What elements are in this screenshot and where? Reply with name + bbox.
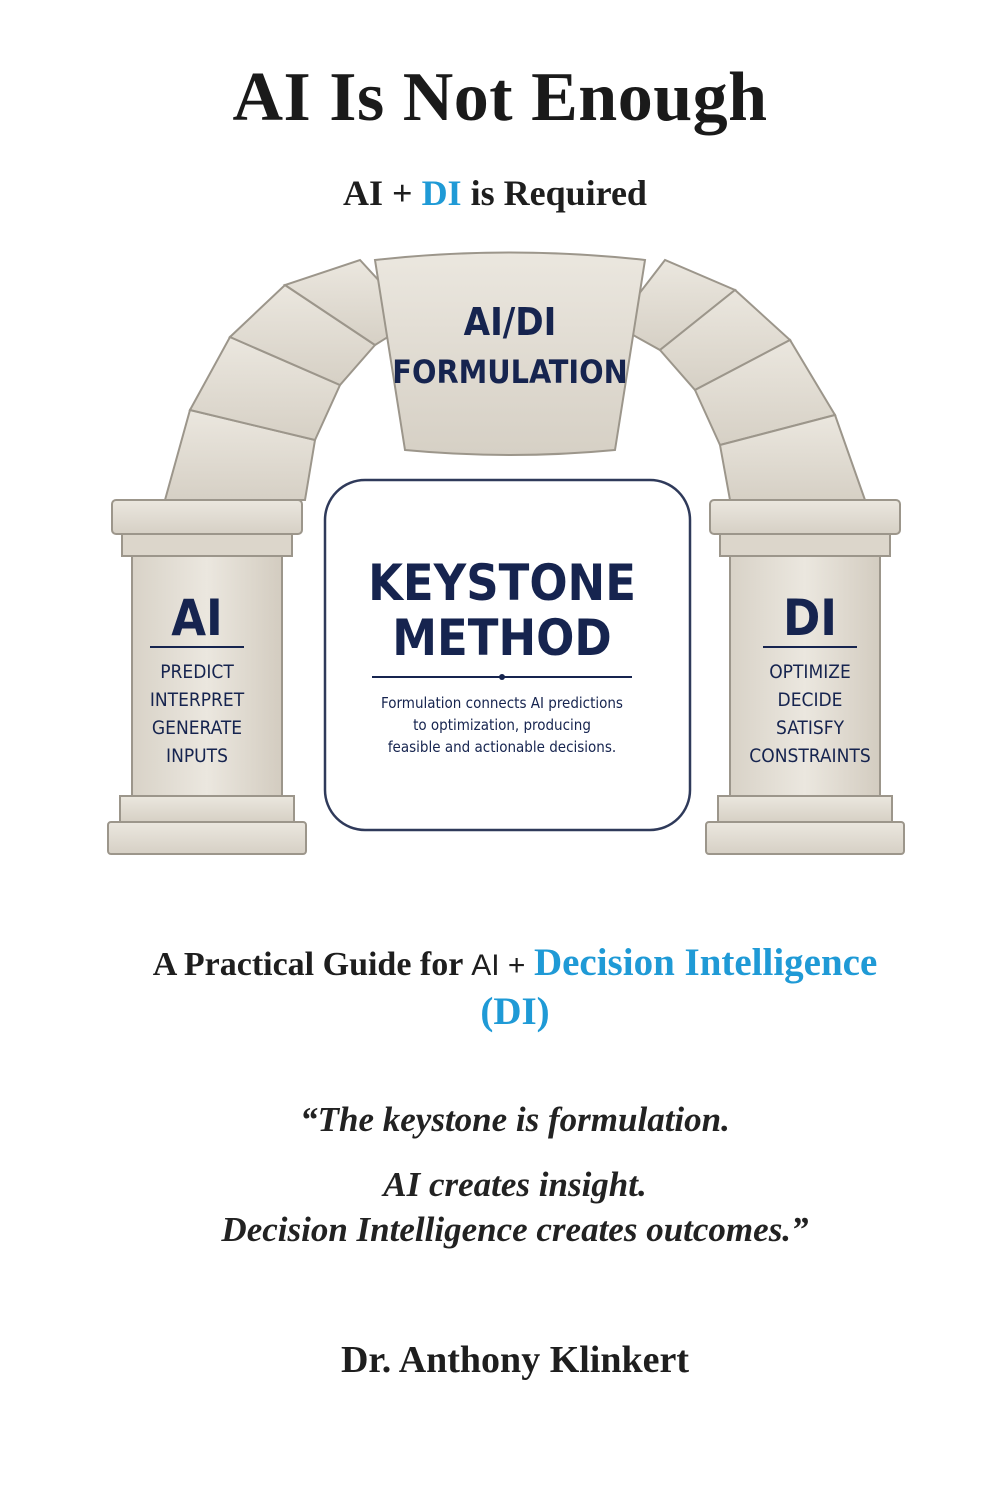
center-panel	[325, 480, 690, 830]
guide-accent-line2: (DI)	[480, 990, 550, 1033]
guide-ai-plus: AI +	[471, 949, 526, 982]
left-pillar-item: INPUTS	[166, 745, 228, 767]
right-pillar-item: OPTIMIZE	[769, 661, 851, 683]
center-title-line2: METHOD	[392, 609, 612, 667]
right-pillar-item: DECIDE	[777, 689, 843, 711]
center-desc-line: to optimization, producing	[413, 716, 591, 734]
guide-accent: Decision Intelligence	[533, 941, 878, 984]
left-pillar-item: GENERATE	[151, 717, 243, 739]
quote-line1: “The keystone is formulation.	[300, 1100, 730, 1139]
keystone-line1: AI/DI	[463, 300, 557, 344]
quote-line3: Decision Intelligence creates outcomes.”	[221, 1210, 809, 1249]
keystone-block	[375, 253, 645, 456]
subtitle-prefix: AI +	[343, 173, 422, 213]
center-desc-line: Formulation connects AI predictions	[381, 694, 623, 712]
center-desc-line: feasible and actionable decisions.	[387, 738, 617, 756]
left-pillar-item: INTERPRET	[149, 689, 245, 711]
subtitle-accent: DI	[421, 173, 462, 213]
keystone-line2: FORMULATION	[392, 353, 628, 391]
guide-tagline	[40, 940, 990, 1035]
left-pillar-item: PREDICT	[160, 661, 234, 683]
right-pillar-heading: DI	[782, 589, 838, 647]
book-title: AI Is Not Enough	[232, 59, 768, 136]
quote-line2: AI creates insight.	[383, 1165, 647, 1204]
left-pillar-heading: AI	[171, 589, 223, 647]
right-pillar	[706, 500, 904, 854]
center-title-line1: KEYSTONE	[368, 554, 636, 612]
right-pillar-item: CONSTRAINTS	[749, 745, 871, 767]
arch-illustration	[70, 225, 970, 890]
guide-prefix: A Practical Guide for	[152, 946, 472, 983]
right-pillar-item: SATISFY	[775, 717, 845, 739]
subtitle-suffix: is Required	[461, 173, 647, 213]
left-pillar	[108, 500, 306, 854]
author-name: Dr. Anthony Klinkert	[340, 1339, 690, 1381]
guide-line1	[40, 940, 990, 989]
book-subtitle	[0, 172, 990, 214]
